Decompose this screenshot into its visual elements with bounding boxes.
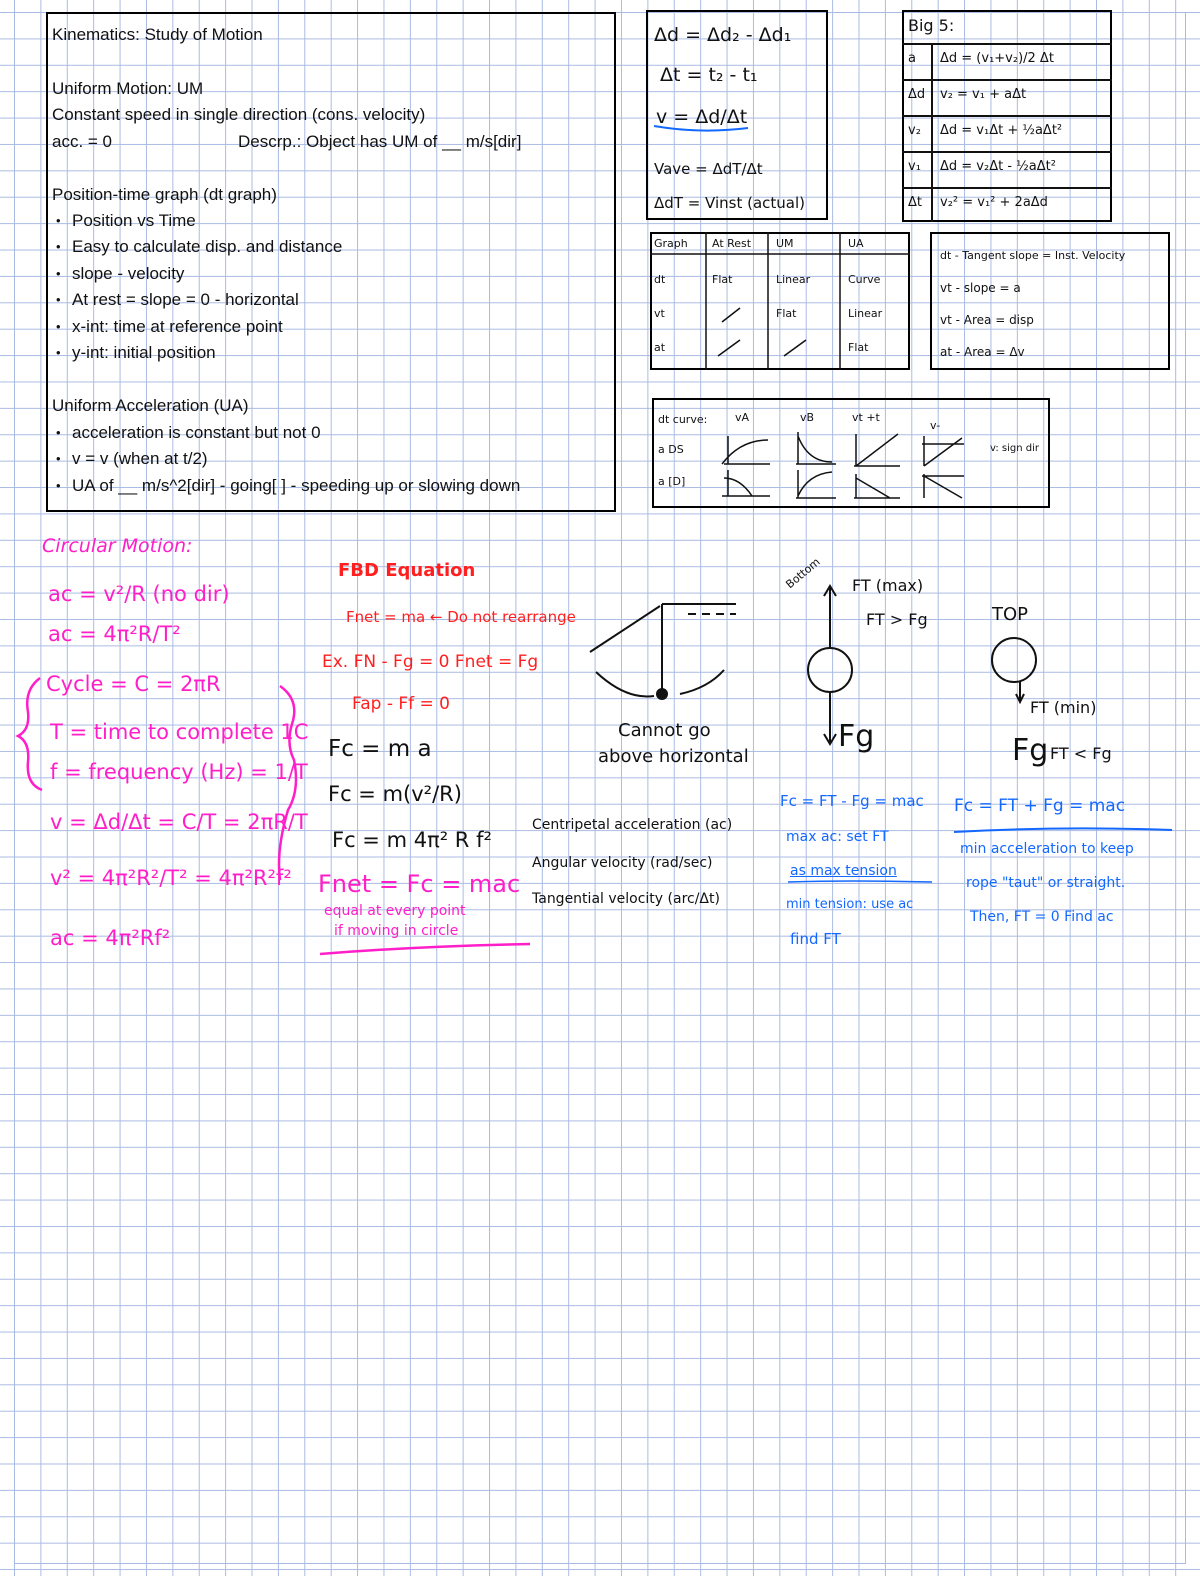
top-ft: FT (min) — [1030, 698, 1097, 717]
list-item: • y-int: initial position — [52, 340, 342, 366]
table-cell: Linear — [848, 307, 883, 320]
table-cell: dt — [654, 273, 666, 286]
bottom-blue-line: max ac: set FT — [786, 829, 889, 845]
top-blue-line: rope "taut" or straight. — [966, 875, 1126, 891]
top-fbd — [992, 638, 1036, 702]
bottom-blue-line: find FT — [790, 930, 841, 948]
curves-row-label: a [D] — [658, 475, 686, 488]
curves-row-label: a DS — [658, 443, 684, 456]
table-header-cell: UA — [848, 237, 864, 250]
definition-line: Tangential velocity (arc/Δt) — [532, 891, 720, 907]
bottom-fbd — [808, 586, 852, 744]
ua-heading: Uniform Acceleration (UA) — [52, 396, 249, 415]
disp-line: v = Δd/Δt — [656, 106, 748, 128]
circular-line: ac = 4π²Rf² — [50, 926, 171, 950]
fc-line: Fc = m a — [328, 736, 432, 762]
um-heading: Uniform Motion: UM — [52, 79, 204, 98]
disp-line: ΔdT = Vinst (actual) — [654, 194, 806, 212]
bottom-blue-line: Fc = FT - Fg = mac — [780, 792, 924, 810]
slope-line: vt - Area = disp — [940, 313, 1034, 327]
fnet-note: if moving in circle — [334, 923, 459, 939]
slope-line: vt - slope = a — [940, 281, 1021, 295]
big5-missing-var: v₁ — [908, 159, 921, 174]
bottom-label: Bottom — [783, 555, 823, 592]
pt-heading: Position-time graph (dt graph) — [52, 185, 277, 204]
top-blue-line: Then, FT = 0 Find ac — [970, 909, 1114, 925]
table-header-cell: Graph — [654, 237, 688, 250]
pink-underline — [320, 944, 530, 954]
curves-note: v: sign dir — [990, 443, 1040, 454]
list-item: • UA of __ m/s^2[dir] - going[ ] - speeding up or slowing down — [52, 473, 520, 499]
table-cell: at — [654, 341, 666, 354]
circular-line: Cycle = C = 2πR — [46, 672, 221, 696]
circular-line: v = Δd/Δt = C/T = 2πR/T — [50, 810, 308, 834]
circular-line: T = time to complete 1C — [50, 720, 309, 744]
fbd-line: Ex. FN - Fg = 0 Fnet = Fg — [322, 652, 539, 672]
pink-brace-right — [279, 686, 296, 880]
big5-title: Big 5: — [908, 16, 955, 35]
big5-missing-var: a — [908, 51, 916, 66]
table-header-cell: UM — [776, 237, 794, 250]
big5-equation: Δd = v₁Δt + ½aΔt² — [940, 123, 1063, 138]
curves-row-title: dt curve: — [658, 413, 708, 426]
um-descrp: Descrp.: Object has UM of __ m/s[dir] — [238, 132, 522, 151]
bottom-ft-gt: FT > Fg — [866, 610, 928, 629]
list-item: • v = v (when at t/2) — [52, 446, 520, 472]
curves-col-label: v- — [930, 419, 941, 432]
slope-line: dt - Tangent slope = Inst. Velocity — [940, 249, 1126, 262]
table-cell: Flat — [712, 273, 733, 286]
disp-line: Δd = Δd₂ - Δd₁ — [654, 24, 792, 46]
notes-title: Kinematics: Study of Motion — [52, 25, 263, 44]
definition-line: Angular velocity (rad/sec) — [532, 855, 713, 871]
list-item: • Position vs Time — [52, 208, 342, 234]
big5-missing-var: Δt — [908, 195, 922, 210]
disp-line: Vave = ΔdT/Δt — [654, 160, 763, 178]
circular-line: f = frequency (Hz) = 1/T — [50, 760, 308, 784]
um-acceleration: acc. = 0 — [52, 132, 113, 151]
table-cell: Linear — [776, 273, 811, 286]
slope-line: at - Area = Δv — [940, 345, 1025, 359]
pendulum-sketch — [590, 604, 736, 697]
big5-missing-var: v₂ — [908, 123, 921, 138]
blue-underline — [654, 126, 748, 131]
curves-col-label: vA — [735, 411, 750, 424]
circular-heading: Circular Motion: — [42, 535, 193, 557]
table-cell: Flat — [848, 341, 869, 354]
top-blue-line: Fc = FT + Fg = mac — [954, 796, 1126, 816]
list-item: • acceleration is constant but not 0 — [52, 420, 520, 446]
big5-missing-var: Δd — [908, 87, 926, 102]
fbd-heading: FBD Equation — [338, 560, 476, 581]
top-label: TOP — [992, 604, 1029, 625]
big5-equation: v₂² = v₁² + 2aΔd — [940, 195, 1048, 210]
um-description: Constant speed in single direction (cons. velocity) — [52, 105, 426, 124]
circular-line: v² = 4π²R²/T² = 4π²R²f² — [50, 866, 292, 890]
big5-equation: Δd = (v₁+v₂)/2 Δt — [940, 51, 1054, 66]
fc-line: Fc = m(v²/R) — [328, 782, 462, 806]
pendulum-caption: Cannot go — [618, 720, 711, 741]
fbd-line: Fnet = ma ← Do not rearrange — [346, 608, 576, 626]
disp-line: Δt = t₂ - t₁ — [660, 64, 758, 86]
circular-line: ac = v²/R (no dir) — [48, 582, 230, 606]
bottom-blue-line: min tension: use ac — [786, 897, 914, 912]
list-item: • Easy to calculate disp. and distance — [52, 234, 342, 260]
list-item: • slope - velocity — [52, 261, 342, 287]
pink-brace-left — [18, 678, 42, 790]
top-fg: Fg — [1012, 733, 1049, 768]
circular-line: ac = 4π²R/T² — [48, 622, 181, 646]
fnet-line: Fnet = Fc = mac — [318, 870, 521, 898]
pendulum-bob — [656, 688, 668, 700]
top-blue-line: min acceleration to keep — [960, 841, 1134, 857]
fbd-line: Fap - Ff = 0 — [352, 694, 450, 714]
big5-equation: v₂ = v₁ + aΔt — [940, 87, 1027, 102]
table-cell: Curve — [848, 273, 881, 286]
bottom-ft: FT (max) — [852, 576, 924, 595]
definition-line: Centripetal acceleration (ac) — [532, 817, 733, 833]
table-header-cell: At Rest — [712, 237, 752, 250]
fnet-note: equal at every point — [324, 903, 466, 919]
fc-line: Fc = m 4π² R f² — [332, 828, 492, 852]
curves-col-label: vt +t — [852, 411, 880, 424]
big5-equation: Δd = v₂Δt - ½aΔt² — [940, 159, 1056, 174]
list-item: • At rest = slope = 0 - horizontal — [52, 287, 342, 313]
list-item: • x-int: time at reference point — [52, 314, 342, 340]
pendulum-caption: above horizontal — [598, 746, 749, 767]
curves-col-label: vB — [800, 411, 815, 424]
table-cell: vt — [654, 307, 665, 320]
bottom-fg: Fg — [838, 719, 875, 754]
top-ft-lt: FT < Fg — [1050, 744, 1112, 763]
table-cell: Flat — [776, 307, 797, 320]
bottom-blue-line: as max tension — [790, 863, 897, 879]
